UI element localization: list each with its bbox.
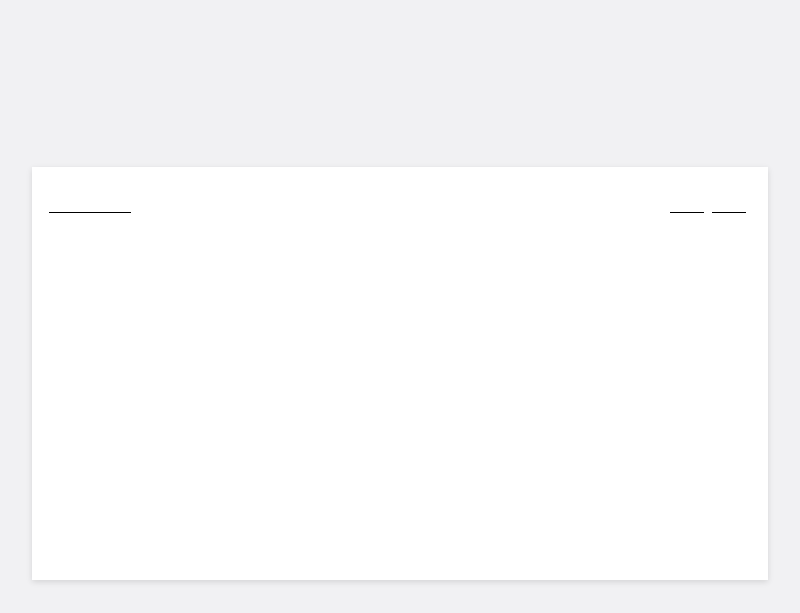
year-input[interactable] — [670, 203, 704, 213]
feature-list — [0, 114, 800, 134]
record-sheet — [32, 167, 768, 580]
year-month-field — [666, 203, 750, 213]
department-field — [45, 203, 131, 213]
month-input[interactable] — [712, 203, 746, 213]
department-input[interactable] — [49, 203, 131, 213]
